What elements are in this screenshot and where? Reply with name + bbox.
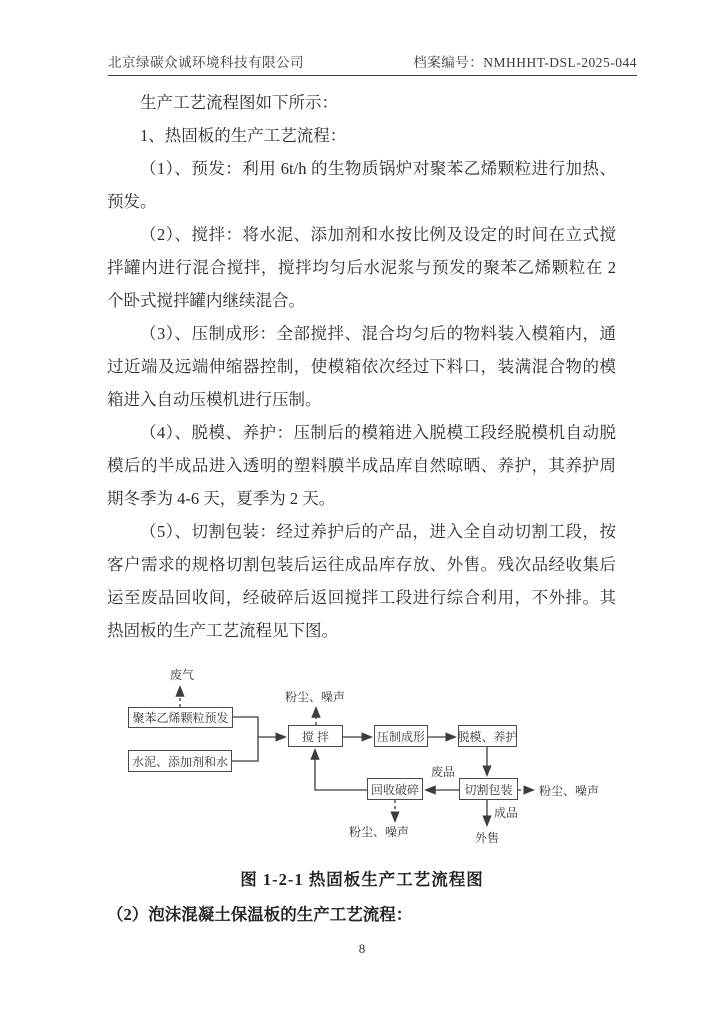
node-materials: 水泥、添加剂和水 [128, 750, 232, 772]
doc-number-value: NMHHHT-DSL-2025-044 [483, 55, 637, 70]
paragraph-step2: （2）、搅拌：将水泥、添加剂和水按比例及设定的时间在立式搅拌罐内进行混合搅拌，搅拌均匀后水泥浆与预发的聚苯乙烯颗粒在 2 个卧式搅拌罐内继续混合。 [107, 225, 616, 310]
doc-number-label: 档案编号： [413, 55, 484, 70]
node-pre-expansion: 聚苯乙烯颗粒预发 [128, 707, 233, 728]
next-section-heading: （2）泡沫混凝土保温板的生产工艺流程： [107, 905, 413, 924]
header-divider [108, 75, 637, 76]
node-cutting: 切割包装 [459, 778, 518, 800]
node-pressing: 压制成形 [374, 725, 428, 747]
waste-gas-label: 废气 [169, 668, 194, 682]
dust-noise-bottom-label: 粉尘、噪声 [348, 825, 409, 839]
paragraph-intro: 生产工艺流程图如下所示： [140, 93, 338, 112]
node-recycling: 回收破碎 [367, 778, 423, 800]
paragraph-step1: （1）、预发：利用 6t/h 的生物质锅炉对聚苯乙烯颗粒进行加热、预发。 [107, 159, 616, 211]
sale-label: 外售 [474, 831, 499, 845]
company-name: 北京绿碳众诚环境科技有限公司 [108, 55, 304, 70]
dust-noise-top-label: 粉尘、噪声 [284, 690, 345, 704]
paragraph-section1: 1、热固板的生产工艺流程： [140, 126, 347, 145]
process-flowchart [0, 655, 724, 855]
page-number: 8 [358, 941, 366, 956]
scrap-label: 废品 [430, 765, 455, 779]
body-text [107, 86, 616, 647]
node-mixing: 搅 拌 [288, 725, 343, 747]
page-header [108, 51, 637, 71]
finished-product-label: 成品 [493, 806, 518, 820]
paragraph-step3: （3）、压制成形：全部搅拌、混合均匀后的物料装入模箱内，通过近端及远端伸缩器控制，使模箱依次经过下料口，装满混合物的模箱进入自动压模机进行压制。 [107, 324, 616, 409]
paragraph-step4: （4）、脱模、养护：压制后的模箱进入脱模工段经脱模机自动脱模后的半成品进入透明的塑料膜半成品库自然晾晒、养护，其养护周期冬季为 4-6 天，夏季为 2 天。 [107, 423, 616, 508]
figure-caption: 图 1-2-1 热固板生产工艺流程图 [240, 870, 484, 889]
paragraph-step5: （5）、切割包装：经过养护后的产品，进入全自动切割工段，按客户需求的规格切割包装后运往成品库存放、外售。残次品经收集后运至废品回收间，经破碎后返回搅拌工段进行综合利用，不外排。其热固板的生产工艺流程见下图。 [107, 522, 616, 640]
doc-number [413, 51, 637, 71]
dust-noise-right-label: 粉尘、噪声 [538, 784, 599, 798]
node-demolding: 脱模、养护 [458, 725, 517, 747]
